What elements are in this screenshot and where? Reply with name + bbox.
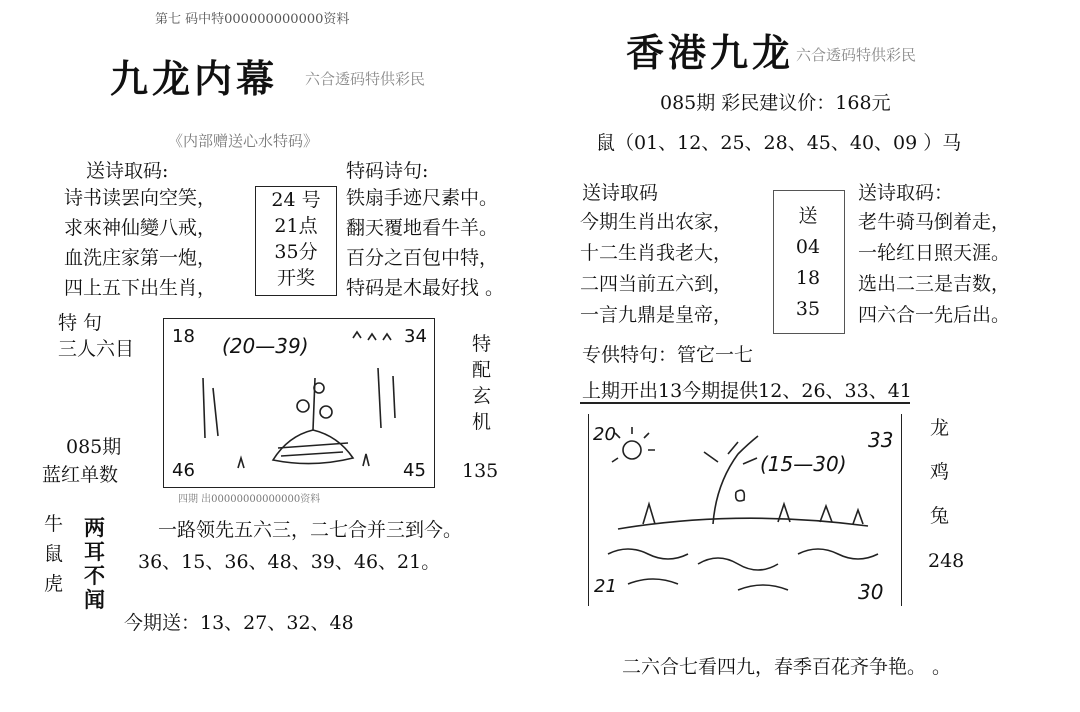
left-pic-num-bl: 46 [172, 460, 195, 481]
right-pic-range: (15—30) [760, 452, 847, 476]
left-top-note: 第七 码中特000000000000资料 [155, 12, 350, 27]
right-price-line: 085期 彩民建议价：168元 [660, 92, 891, 114]
poem-line: 老牛骑马倒着走， [858, 211, 1011, 233]
box-line: 35分 [274, 241, 318, 263]
poem-line: 求來神仙變八戒， [64, 217, 217, 239]
poem-line: 二四当前五六到， [580, 273, 733, 295]
left-period: 085期 [66, 436, 122, 458]
left-quote-line: 《内部赠送心水特码》 [168, 132, 319, 150]
poem-line: 一言九鼎是皇帝， [580, 304, 733, 326]
vertical-char: 机 [472, 411, 492, 433]
poem-line: 四六合一先后出。 [858, 304, 1011, 326]
vertical-char: 兔 [930, 505, 950, 527]
left-pic-range: (20—39) [222, 334, 309, 358]
left-san-ren: 三人六目 [58, 338, 135, 360]
bold-char: 耳 [84, 539, 105, 564]
left-right-num: 135 [462, 460, 499, 482]
zodiac-char: 鼠 [44, 543, 64, 565]
right-landscape-drawing [588, 414, 900, 606]
poem-line: 特码是木最好找 。 [346, 277, 505, 299]
left-subtitle: 六合透码特供彩民 [305, 70, 426, 88]
right-pic-num-tl: 20 [593, 424, 616, 445]
right-right-vertical [930, 416, 949, 548]
zodiac-char: 牛 [44, 513, 64, 535]
bold-char: 不 [84, 563, 105, 588]
vertical-char: 特 [472, 333, 492, 355]
left-poem-heading-left: 送诗取码: [86, 160, 169, 182]
box-line: 送 [798, 205, 818, 227]
poem-line: 铁扇手迹尺素中。 [346, 187, 499, 209]
right-right-num: 248 [928, 550, 965, 572]
left-line2: 36、15、36、48、39、46、21。 [138, 551, 441, 573]
vertical-char: 玄 [472, 385, 492, 407]
left-center-box-text [262, 188, 330, 292]
right-last-period: 上期开出13今期提供12、26、33、41 [582, 380, 912, 402]
vertical-char: 鸡 [930, 461, 950, 483]
poem-line: 四上五下出生肖， [64, 277, 217, 299]
left-te-ju-label: 特 句 [58, 312, 103, 334]
bold-char: 两 [84, 515, 105, 540]
left-line1: 一路领先五六三，二七合并三到今。 [158, 519, 463, 541]
right-poem-right [858, 210, 1010, 334]
left-poem-left [64, 186, 216, 306]
right-pic-num-br: 30 [858, 580, 884, 604]
box-line: 18 [795, 267, 821, 289]
left-poem-right [346, 186, 504, 306]
right-poem-left [580, 210, 732, 334]
left-zodiac-col [44, 512, 63, 602]
right-pic-num-tr: 33 [868, 428, 894, 452]
box-line: 04 [795, 236, 821, 258]
poem-line: 今期生肖出农家， [580, 211, 733, 233]
right-bottom: 二六合七看四九，春季百花齐争艳。 。 [622, 656, 952, 678]
box-line: 开奖 [276, 267, 315, 289]
left-plant-drawing [163, 318, 433, 486]
poem-line: 选出二三是吉数， [858, 273, 1011, 295]
left-pic-num-br: 45 [403, 460, 426, 481]
right-rat-line: 鼠（01、12、25、28、45、40、09 ）马 [596, 132, 962, 154]
right-special: 专供特句：管它一七 [582, 344, 754, 366]
left-poem-heading-right: 特码诗句: [346, 160, 429, 182]
right-poem-heading-right: 送诗取码： [858, 182, 954, 204]
left-pic-num-tr: 34 [404, 326, 427, 347]
left-title: 九龙内幕 [110, 56, 279, 101]
zodiac-char: 虎 [44, 573, 64, 595]
right-subtitle: 六合透码特供彩民 [796, 46, 917, 64]
right-title: 香港九龙 [626, 30, 795, 75]
poem-line: 翻天覆地看牛羊。 [346, 217, 499, 239]
left-bottom-caption: 四期 出00000000000000资料 [178, 494, 321, 505]
right-center-box-text [775, 204, 841, 328]
vertical-char: 配 [472, 359, 492, 381]
poem-line: 血洗庄家第一炮， [64, 247, 217, 269]
poem-line: 一轮红日照天涯。 [858, 242, 1011, 264]
poem-line: 诗书读罢向空笑， [64, 187, 217, 209]
vertical-char: 龙 [930, 417, 950, 439]
left-right-vertical [472, 332, 491, 436]
right-poem-heading-left: 送诗取码 [582, 182, 659, 204]
bold-char: 闻 [84, 587, 105, 612]
poem-line: 十二生肖我老大， [580, 242, 733, 264]
left-pic-num-tl: 18 [172, 326, 195, 347]
box-line: 21点 [274, 215, 318, 237]
left-today: 今期送：13、27、32、48 [124, 612, 354, 634]
right-pic-num-bl: 21 [594, 576, 617, 597]
right-picture-top-rule [580, 402, 910, 404]
left-bold-col [84, 514, 105, 610]
poem-line: 百分之百包中特， [346, 247, 499, 269]
box-line: 24 号 [271, 189, 321, 211]
box-line: 35 [795, 298, 821, 320]
left-lan-hong: 蓝红单数 [42, 464, 119, 486]
